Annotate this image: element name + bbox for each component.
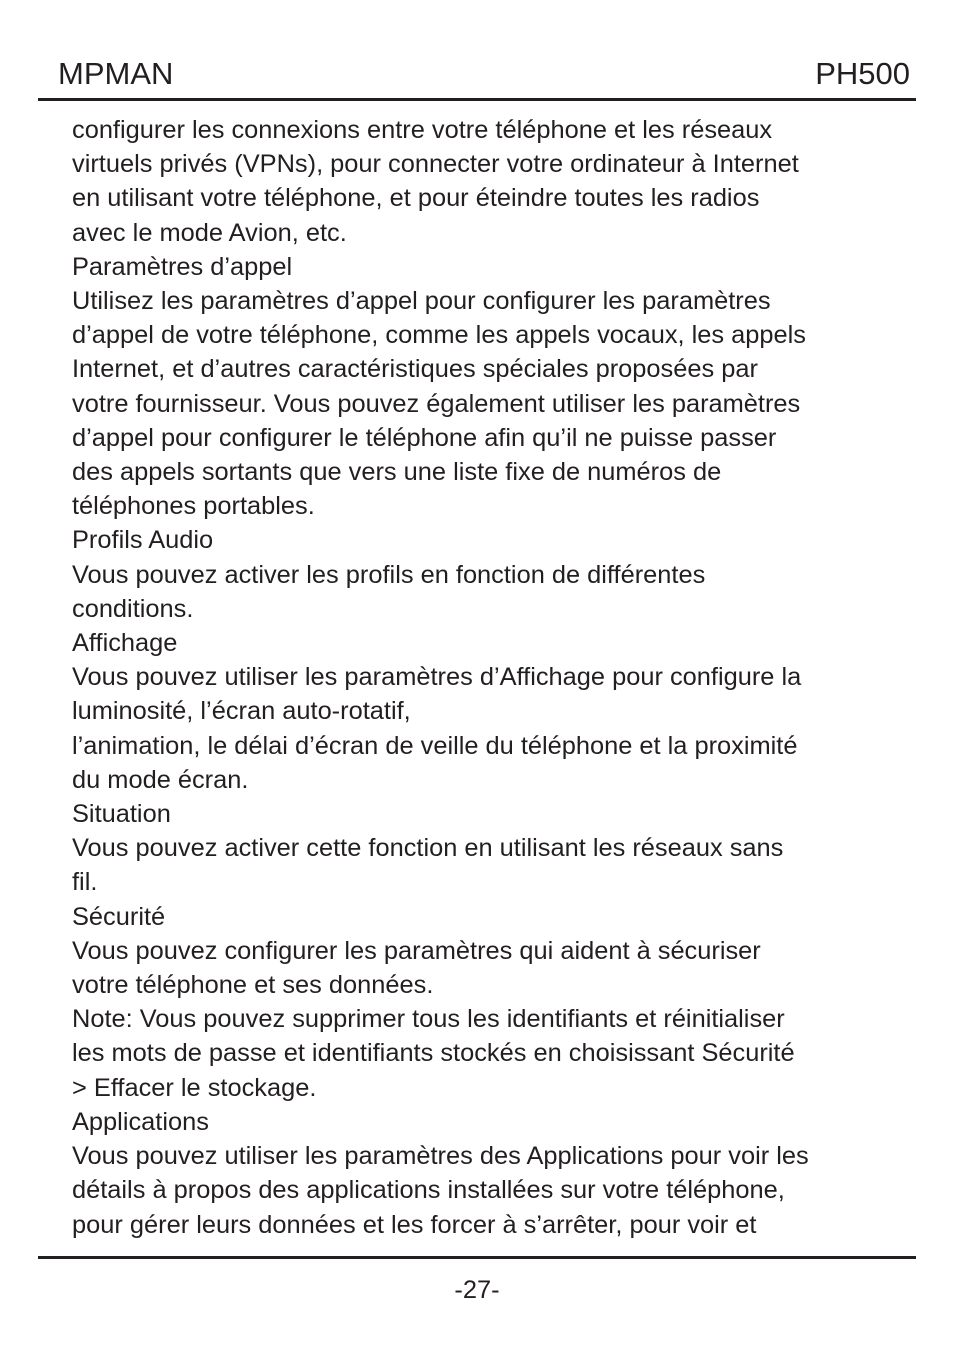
- body-line: avec le mode Avion, etc.: [72, 218, 347, 247]
- section-heading-audio-profiles: Profils Audio: [72, 526, 214, 555]
- body-line: fil.: [72, 868, 98, 897]
- model-name: PH500: [815, 56, 910, 91]
- body-line: Vous pouvez activer les profils en fonction de différentes: [72, 560, 706, 589]
- body-line: en utilisant votre téléphone, et pour éteindre toutes les radios: [72, 184, 760, 213]
- footer-divider: [38, 1256, 916, 1259]
- body-line: conditions.: [72, 594, 194, 623]
- body-line: d’appel pour configurer le téléphone afin qu’il ne puisse passer: [72, 423, 777, 452]
- page-body: [72, 113, 902, 1242]
- section-heading-location: Situation: [72, 800, 171, 829]
- section-heading-applications: Applications: [72, 1107, 209, 1136]
- note-line: > Effacer le stockage.: [72, 1073, 317, 1102]
- note-line: les mots de passe et identifiants stockés en choisissant Sécurité: [72, 1039, 795, 1068]
- body-line: Utilisez les paramètres d’appel pour configurer les paramètres: [72, 287, 771, 316]
- body-line: Vous pouvez configurer les paramètres qui aident à sécuriser: [72, 936, 761, 965]
- body-line: Vous pouvez activer cette fonction en utilisant les réseaux sans: [72, 834, 784, 863]
- header-divider: [38, 98, 916, 101]
- body-line: l’animation, le délai d’écran de veille du téléphone et la proximité: [72, 731, 798, 760]
- body-line: pour gérer leurs données et les forcer à s’arrêter, pour voir et: [72, 1210, 757, 1239]
- section-heading-security: Sécurité: [72, 902, 166, 931]
- body-line: du mode écran.: [72, 765, 249, 794]
- section-heading-call-settings: Paramètres d’appel: [72, 252, 293, 281]
- body-line: téléphones portables.: [72, 492, 315, 521]
- body-line: d’appel de votre téléphone, comme les appels vocaux, les appels: [72, 321, 806, 350]
- body-line: détails à propos des applications installées sur votre téléphone,: [72, 1176, 785, 1205]
- body-line: votre fournisseur. Vous pouvez également utiliser les paramètres: [72, 389, 801, 418]
- body-line: Vous pouvez utiliser les paramètres des Applications pour voir les: [72, 1142, 809, 1171]
- page-number: -27-: [454, 1276, 500, 1304]
- page-header: [58, 54, 910, 94]
- brand-name: MPMAN: [58, 56, 174, 91]
- body-line: virtuels privés (VPNs), pour connecter votre ordinateur à Internet: [72, 150, 799, 179]
- body-line: des appels sortants que vers une liste fixe de numéros de: [72, 458, 722, 487]
- section-heading-display: Affichage: [72, 629, 178, 658]
- body-line: votre téléphone et ses données.: [72, 971, 434, 1000]
- body-line: configurer les connexions entre votre téléphone et les réseaux: [72, 116, 773, 144]
- note-line: Note: Vous pouvez supprimer tous les identifiants et réinitialiser: [72, 1005, 785, 1034]
- body-line: Vous pouvez utiliser les paramètres d’Affichage pour configure la: [72, 663, 802, 692]
- body-line: luminosité, l’écran auto-rotatif,: [72, 697, 411, 726]
- body-line: Internet, et d’autres caractéristiques spéciales proposées par: [72, 355, 758, 384]
